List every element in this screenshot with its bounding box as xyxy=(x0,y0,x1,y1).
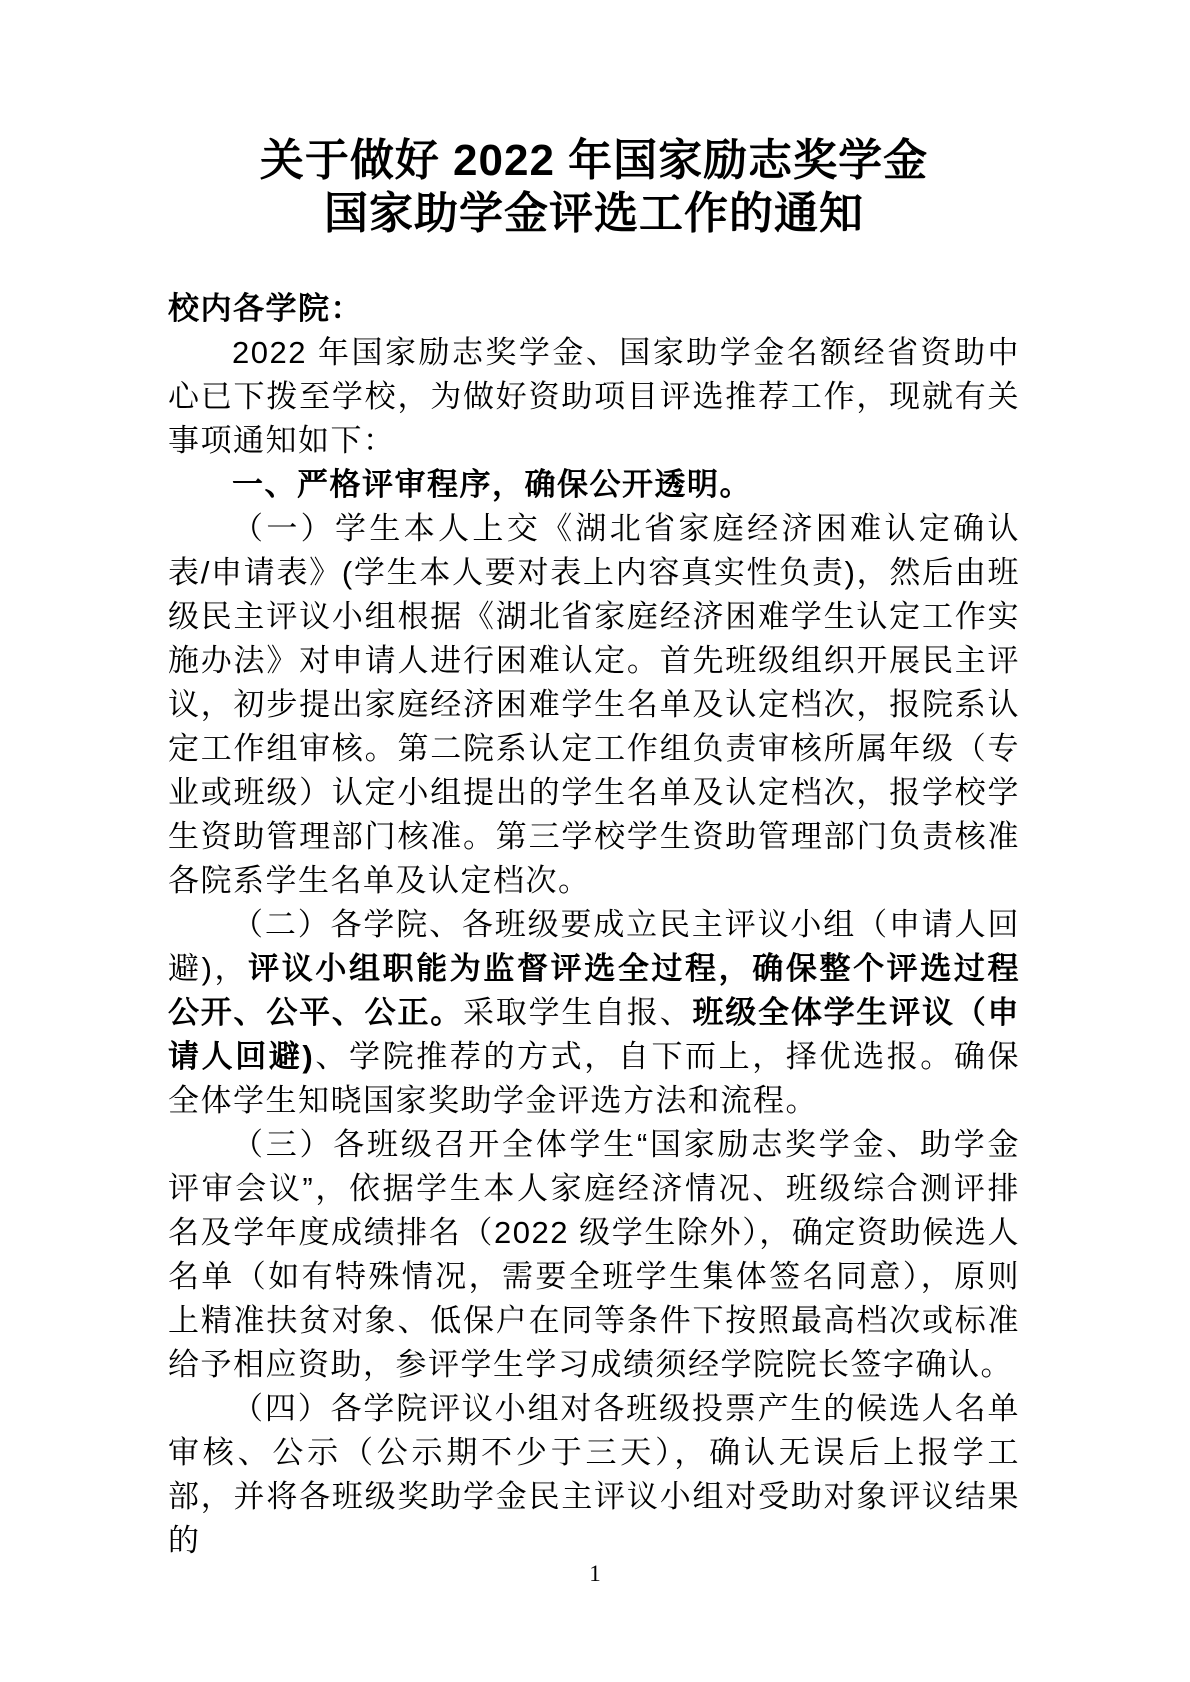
title-line-1: 关于做好 2022 年国家励志奖学金 xyxy=(259,136,929,185)
item-1-paragraph: （一）学生本人上交《湖北省家庭经济困难认定确认表/申请表》(学生本人要对表上内容真实性负责)，然后由班级民主评议小组根据《湖北省家庭经济困难学生认定工作实施办法》对申请人进行困难认定。首先班级组织开展民主评议，初步提出家庭经济困难学生名单及认定档次，报院系认定工作组审核。第二院系认定工作组负责审核所属年级（专业或班级）认定小组提出的学生名单及认定档次，报学校学生资助管理部门核准。第三学校学生资助管理部门负责核准各院系学生名单及认定档次。 xyxy=(168,511,1020,898)
title-line-2: 国家助学金评选工作的通知 xyxy=(324,189,864,238)
document-title xyxy=(168,134,1020,240)
section-1-heading: 一、严格评审程序，确保公开透明。 xyxy=(232,467,752,502)
item-2-segment-1: （二）各学院、各班级要成立民主评议小组（申请人回避)， xyxy=(168,907,1020,986)
page-number: 1 xyxy=(589,1561,601,1586)
item-2-segment-2-bold: 评议小组职能为监督评选全过程，确保整个评选过程公开、公平、公正。 xyxy=(168,951,1021,1030)
item-3-paragraph: （三）各班级召开全体学生“国家励志奖学金、助学金评审会议”，依据学生本人家庭经济情况、班级综合测评排名及学年度成绩排名（2022 级学生除外），确定资助候选人名单（如有特殊情况，需要全班学生集体签名同意），原则上精准扶贫对象、低保户在同等条件下按照最高档次或标准给予相应资助，参评学生学习成绩须经学院院长签字确认。 xyxy=(168,1127,1020,1382)
item-2-paragraph xyxy=(168,903,1020,1123)
item-2-segment-5: 、学院推荐的方式，自下而上，择优选报。确保全体学生知晓国家奖助学金评选方法和流程。 xyxy=(168,1039,1021,1118)
item-2-segment-4-bold: 班级全体学生评议（申请人回避) xyxy=(168,995,1021,1074)
document-content xyxy=(168,134,1020,1563)
item-2-segment-3: 采取学生自报、 xyxy=(463,995,693,1030)
intro-paragraph: 2022 年国家励志奖学金、国家助学金名额经省资助中心已下拨至学校，为做好资助项目评选推荐工作，现就有关事项通知如下： xyxy=(168,335,1020,458)
item-4-paragraph: （四）各学院评议小组对各班级投票产生的候选人名单审核、公示（公示期不少于三天），确认无误后上报学工部，并将各班级奖助学金民主评议小组对受助对象评议结果的 xyxy=(168,1391,1020,1558)
salutation: 校内各学院： xyxy=(168,291,363,326)
document-body xyxy=(168,287,1020,1563)
